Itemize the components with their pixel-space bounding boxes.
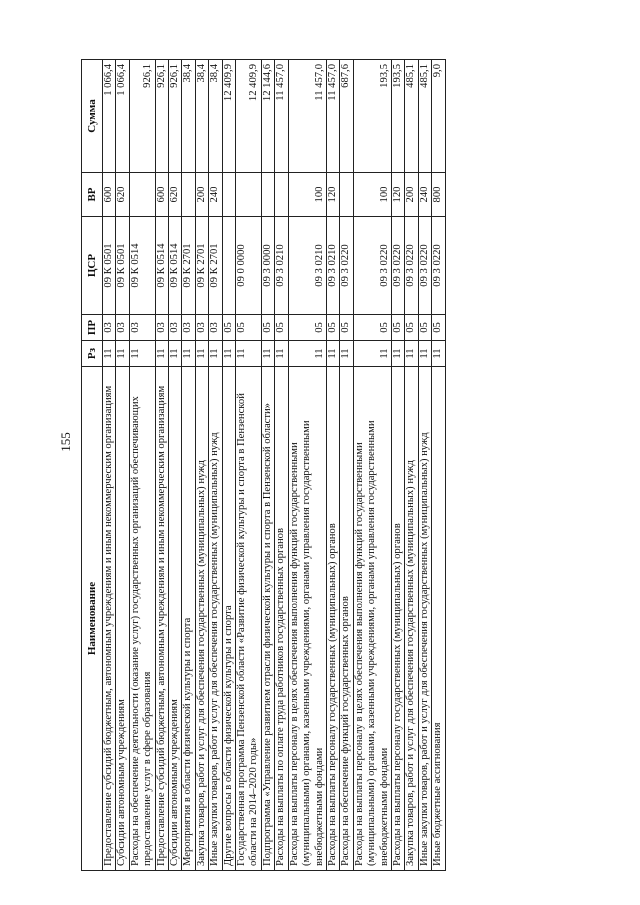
cell-sum: 1 066,4 xyxy=(116,60,129,173)
cell-rz: 11 xyxy=(261,341,274,367)
table-row xyxy=(340,60,353,871)
header-name: Наименование xyxy=(82,367,103,871)
cell-name: Другие вопросы в области физической культуры и спорта xyxy=(222,367,235,871)
cell-name: Иные закупки товаров, работ и услуг для обеспечения государственных (муниципальных) нужд xyxy=(418,367,431,871)
cell-sum: 9,0 xyxy=(432,60,445,173)
cell-pr: 03 xyxy=(155,315,168,341)
cell-csr: 09 3 0220 xyxy=(391,217,404,315)
cell-name: Расходы на выплаты персоналу государственных (муниципальных) органов xyxy=(326,367,339,871)
cell-name: Субсидии автономным учреждениям xyxy=(169,367,182,871)
cell-pr: 03 xyxy=(182,315,195,341)
cell-name: Мероприятия в области физической культуры и спорта xyxy=(182,367,195,871)
cell-sum: 926,1 xyxy=(155,60,168,173)
cell-csr: 09 0 0000 xyxy=(236,217,262,315)
table-row xyxy=(129,60,155,871)
cell-vr xyxy=(222,173,235,217)
cell-name: Расходы на выплаты персоналу государственных (муниципальных) органов xyxy=(391,367,404,871)
table-row xyxy=(209,60,222,871)
cell-csr: 09 К 2701 xyxy=(195,217,208,315)
cell-csr: 09 К 0514 xyxy=(169,217,182,315)
cell-vr: 200 xyxy=(195,173,208,217)
cell-sum: 926,1 xyxy=(129,60,155,173)
table-row xyxy=(326,60,339,871)
cell-vr: 100 xyxy=(288,173,326,217)
cell-name: Расходы на выплаты по оплате труда работников государственных органов xyxy=(275,367,288,871)
cell-vr: 240 xyxy=(209,173,222,217)
cell-rz: 11 xyxy=(405,341,418,367)
cell-name: Расходы на выплаты персоналу в целях обеспечения выполнения функций государственными (муниципальными) органами, казенными учреждениями, органами управления государственными внебюджетными фондами xyxy=(353,367,391,871)
cell-pr: 05 xyxy=(340,315,353,341)
table-row xyxy=(169,60,182,871)
cell-pr: 05 xyxy=(432,315,445,341)
cell-rz: 11 xyxy=(116,341,129,367)
cell-csr: 09 К 2701 xyxy=(182,217,195,315)
cell-sum: 38,4 xyxy=(209,60,222,173)
table-row xyxy=(222,60,235,871)
cell-rz: 11 xyxy=(391,341,404,367)
cell-sum: 12 409,9 xyxy=(236,60,262,173)
table-row xyxy=(288,60,326,871)
cell-pr: 03 xyxy=(195,315,208,341)
cell-rz: 11 xyxy=(275,341,288,367)
cell-vr: 620 xyxy=(116,173,129,217)
cell-vr xyxy=(340,173,353,217)
cell-sum: 11 457,0 xyxy=(288,60,326,173)
cell-csr: 09 3 0220 xyxy=(432,217,445,315)
cell-name: Субсидии автономным учреждениям xyxy=(116,367,129,871)
table-row xyxy=(275,60,288,871)
table-body xyxy=(103,60,446,871)
table-row xyxy=(182,60,195,871)
cell-pr: 03 xyxy=(169,315,182,341)
cell-name: Расходы на выплаты персоналу в целях обеспечения выполнения функций государственными (муниципальными) органами, казенными учреждениями, органами управления государственными внебюджетными фондами xyxy=(288,367,326,871)
cell-sum: 12 144,6 xyxy=(261,60,274,173)
cell-name: Закупка товаров, работ и услуг для обеспечения государственных (муниципальных) нужд xyxy=(405,367,418,871)
cell-name: Предоставление субсидий бюджетным, автономным учреждениям и иным некоммерческим организациям xyxy=(103,367,116,871)
cell-pr: 03 xyxy=(116,315,129,341)
cell-vr: 600 xyxy=(103,173,116,217)
cell-name: Предоставление субсидий бюджетным, автономным учреждениям и иным некоммерческим организациям xyxy=(155,367,168,871)
table-header-row xyxy=(82,60,103,871)
cell-rz: 11 xyxy=(169,341,182,367)
cell-pr: 05 xyxy=(222,315,235,341)
cell-pr: 03 xyxy=(103,315,116,341)
page-number: 155 xyxy=(58,432,73,452)
budget-table xyxy=(81,59,446,871)
table-row xyxy=(391,60,404,871)
cell-rz: 11 xyxy=(236,341,262,367)
cell-sum: 38,4 xyxy=(182,60,195,173)
cell-sum: 38,4 xyxy=(195,60,208,173)
cell-pr: 05 xyxy=(326,315,339,341)
cell-csr: 09 К 0514 xyxy=(129,217,155,315)
cell-vr: 120 xyxy=(391,173,404,217)
cell-pr: 05 xyxy=(288,315,326,341)
header-vr: ВР xyxy=(82,173,103,217)
cell-rz: 11 xyxy=(326,341,339,367)
cell-pr: 05 xyxy=(418,315,431,341)
cell-vr xyxy=(275,173,288,217)
cell-vr: 100 xyxy=(353,173,391,217)
cell-vr xyxy=(129,173,155,217)
cell-rz: 11 xyxy=(155,341,168,367)
cell-sum: 193,5 xyxy=(391,60,404,173)
cell-pr: 05 xyxy=(236,315,262,341)
rotated-page xyxy=(81,60,575,871)
cell-sum: 12 409,9 xyxy=(222,60,235,173)
cell-rz: 11 xyxy=(432,341,445,367)
header-sum: Сумма xyxy=(82,60,103,173)
cell-vr: 120 xyxy=(326,173,339,217)
table-row xyxy=(236,60,262,871)
cell-vr: 240 xyxy=(418,173,431,217)
header-pr: ПР xyxy=(82,315,103,341)
table-row xyxy=(432,60,445,871)
cell-vr: 800 xyxy=(432,173,445,217)
cell-csr: 09 К 0514 xyxy=(155,217,168,315)
cell-sum: 193,5 xyxy=(353,60,391,173)
cell-name: Подпрограмма «Управление развитием отрасли физической культуры и спорта в Пензенской области» xyxy=(261,367,274,871)
cell-sum: 926,1 xyxy=(169,60,182,173)
cell-pr: 03 xyxy=(129,315,155,341)
cell-rz: 11 xyxy=(288,341,326,367)
cell-pr: 05 xyxy=(391,315,404,341)
cell-rz: 11 xyxy=(195,341,208,367)
cell-name: Закупка товаров, работ и услуг для обеспечения государственных (муниципальных) нужд xyxy=(195,367,208,871)
header-rz: Рз xyxy=(82,341,103,367)
cell-rz: 11 xyxy=(353,341,391,367)
cell-rz: 11 xyxy=(340,341,353,367)
table-row xyxy=(261,60,274,871)
table-row xyxy=(103,60,116,871)
cell-pr: 05 xyxy=(405,315,418,341)
cell-sum: 687,6 xyxy=(340,60,353,173)
cell-vr: 620 xyxy=(169,173,182,217)
table-row xyxy=(353,60,391,871)
cell-rz: 11 xyxy=(209,341,222,367)
cell-vr xyxy=(182,173,195,217)
cell-vr: 200 xyxy=(405,173,418,217)
cell-sum: 11 457,0 xyxy=(275,60,288,173)
cell-csr: 09 3 0000 xyxy=(261,217,274,315)
cell-rz: 11 xyxy=(418,341,431,367)
cell-sum: 11 457,0 xyxy=(326,60,339,173)
cell-csr xyxy=(222,217,235,315)
cell-csr: 09 3 0210 xyxy=(288,217,326,315)
cell-vr: 600 xyxy=(155,173,168,217)
table-row xyxy=(405,60,418,871)
cell-csr: 09 К 2701 xyxy=(209,217,222,315)
cell-csr: 09 К 0501 xyxy=(103,217,116,315)
cell-rz: 11 xyxy=(182,341,195,367)
cell-rz: 11 xyxy=(222,341,235,367)
cell-csr: 09 3 0220 xyxy=(340,217,353,315)
header-csr: ЦСР xyxy=(82,217,103,315)
cell-csr: 09 3 0220 xyxy=(405,217,418,315)
cell-sum: 1 066,4 xyxy=(103,60,116,173)
cell-csr: 09 3 0210 xyxy=(275,217,288,315)
table-row xyxy=(418,60,431,871)
table-row xyxy=(195,60,208,871)
cell-csr: 09 3 0220 xyxy=(353,217,391,315)
cell-csr: 09 3 0210 xyxy=(326,217,339,315)
cell-sum: 485,1 xyxy=(405,60,418,173)
table-row xyxy=(155,60,168,871)
cell-pr: 05 xyxy=(353,315,391,341)
cell-vr xyxy=(236,173,262,217)
cell-name: Иные закупки товаров, работ и услуг для обеспечения государственных (муниципальных) нужд xyxy=(209,367,222,871)
cell-pr: 03 xyxy=(209,315,222,341)
cell-name: Расходы на обеспечение деятельности (оказание услуг) государственных организаций обеспечивающих предоставление услуг в сфере образования xyxy=(129,367,155,871)
cell-vr xyxy=(261,173,274,217)
cell-name: Государственная программа Пензенской области «Развитие физической культуры и спорта в Пензенской области на 2014–2020 годы» xyxy=(236,367,262,871)
cell-name: Иные бюджетные ассигнования xyxy=(432,367,445,871)
cell-pr: 05 xyxy=(261,315,274,341)
cell-csr: 09 3 0220 xyxy=(418,217,431,315)
cell-csr: 09 К 0501 xyxy=(116,217,129,315)
cell-rz: 11 xyxy=(103,341,116,367)
cell-name: Расходы на обеспечение функций государственных органов xyxy=(340,367,353,871)
cell-pr: 05 xyxy=(275,315,288,341)
cell-rz: 11 xyxy=(129,341,155,367)
cell-sum: 485,1 xyxy=(418,60,431,173)
table-row xyxy=(116,60,129,871)
